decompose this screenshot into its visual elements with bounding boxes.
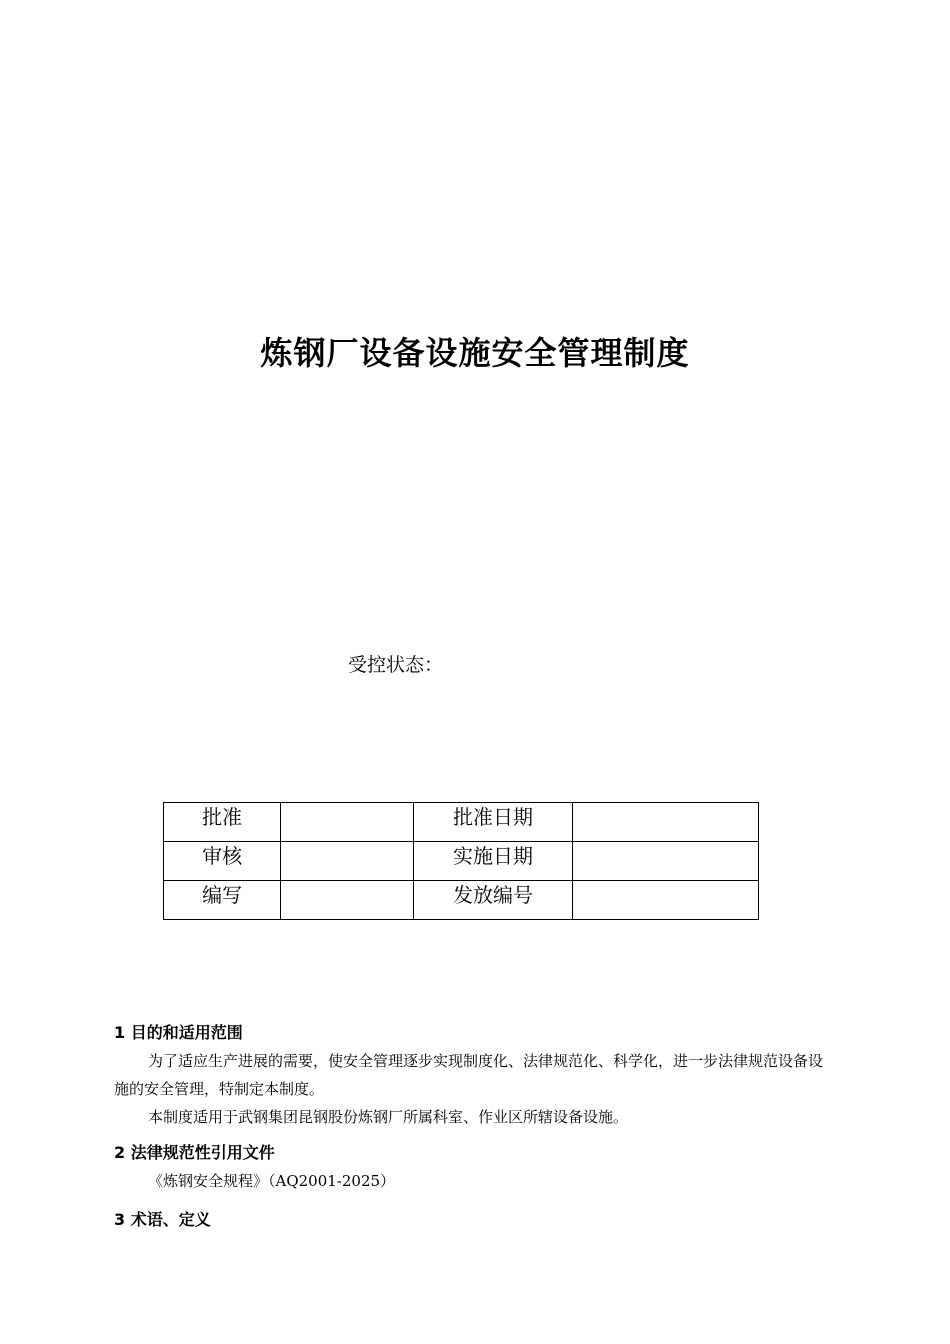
author-label: 编写 <box>164 881 281 920</box>
issue-number-value <box>572 881 758 920</box>
section-1-paragraph-1: 为了适应生产进展的需要，使安全管理逐步实现制度化、法律规范化、科学化，进一步法律规范设备设施的安全管理，特制定本制度。 <box>114 1052 824 1098</box>
section-1-heading: 1 目的和适用范围 <box>114 1023 243 1042</box>
implement-date-value <box>572 842 758 881</box>
review-label: 审核 <box>164 842 281 881</box>
section-3-heading: 3 术语、定义 <box>114 1210 211 1229</box>
issue-number-label: 发放编号 <box>414 881 572 920</box>
section-2-reference: 《炼钢安全规程》（AQ2001-2025） <box>148 1172 396 1190</box>
section-1-paragraph-2: 本制度适用于武钢集团昆钢股份炼钢厂所属科室、作业区所辖设备设施。 <box>148 1108 629 1126</box>
table-row <box>164 842 759 881</box>
approve-value <box>281 803 414 842</box>
table-row <box>164 881 759 920</box>
review-value <box>281 842 414 881</box>
approval-table <box>163 802 759 920</box>
section-2-heading: 2 法律规范性引用文件 <box>114 1143 275 1162</box>
implement-date-label: 实施日期 <box>414 842 572 881</box>
author-value <box>281 881 414 920</box>
approve-label: 批准 <box>164 803 281 842</box>
table-row <box>164 803 759 842</box>
control-status-label: 受控状态： <box>348 654 444 676</box>
approve-date-value <box>572 803 758 842</box>
approve-date-label: 批准日期 <box>414 803 572 842</box>
document-title: 炼钢厂设备设施安全管理制度 <box>260 334 690 372</box>
